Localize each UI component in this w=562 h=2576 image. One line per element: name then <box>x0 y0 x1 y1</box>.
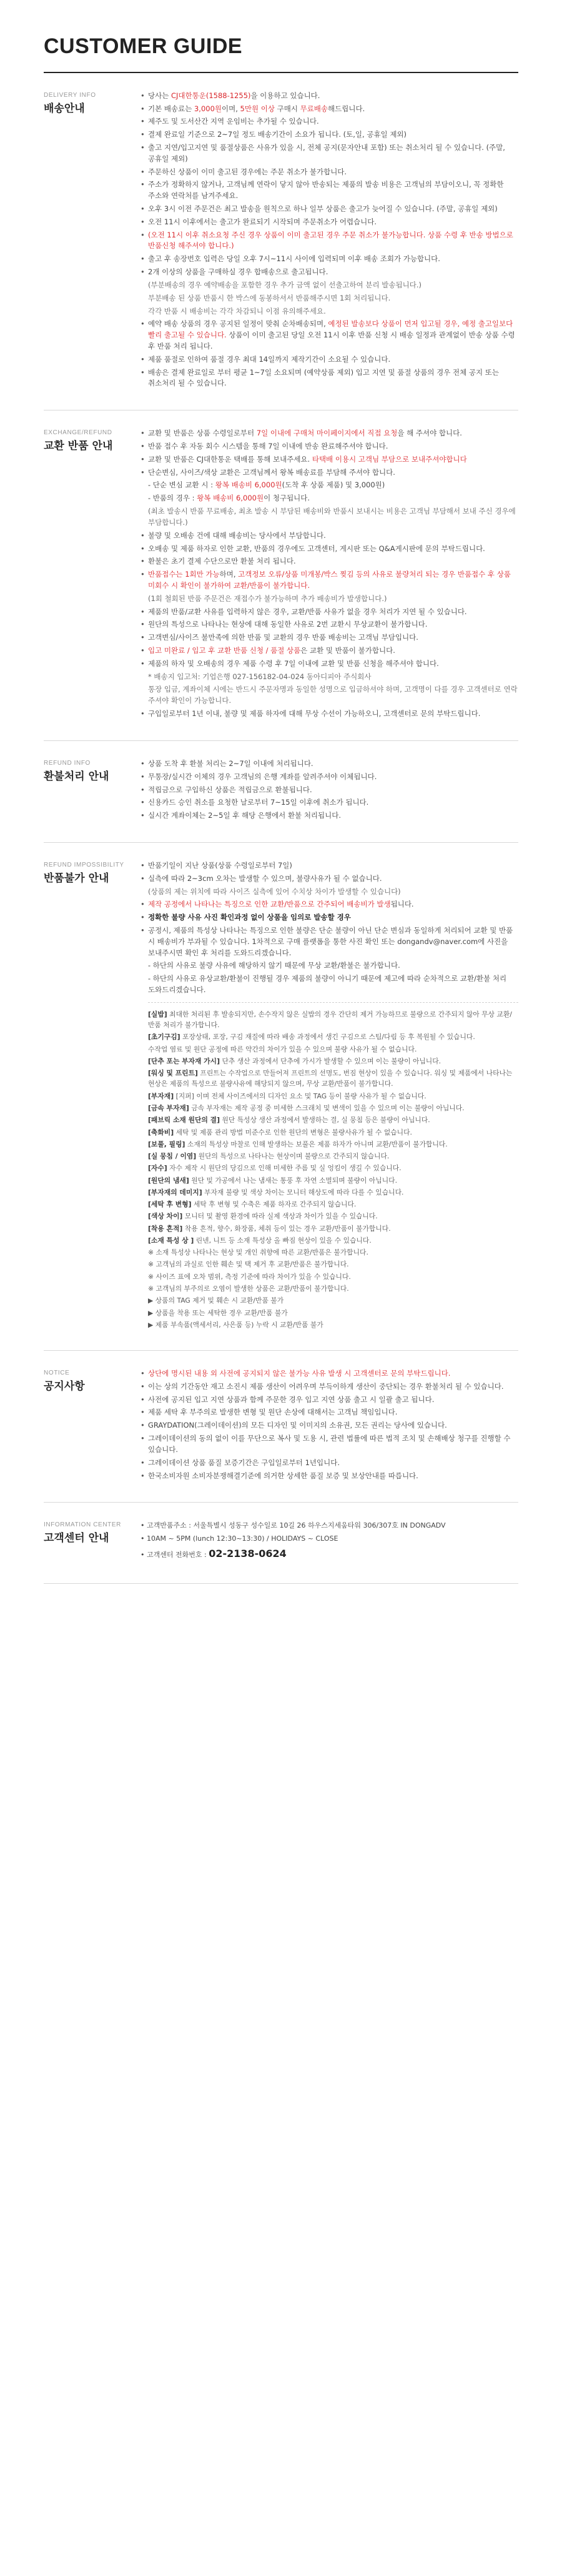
note-label: [부자재] <box>148 1092 174 1100</box>
note-label: [금속 부자재] <box>148 1104 189 1112</box>
list-item <box>140 556 518 567</box>
notice-list <box>140 1368 518 1481</box>
item-text: 2개 이상의 상품을 구매하실 경우 합배송으로 출고됩니다. <box>148 267 328 277</box>
item-subnote: * 배송지 입고처: 기업은행 027-156182-04-024 동아디피아 주식회사 <box>148 672 372 681</box>
refund-title-en: REFUND INFO <box>44 759 91 767</box>
note-label: [초기구김] <box>148 1033 180 1042</box>
item-highlight: 고객정보 오류/상품 미개봉/박스 찢김 등의 사유로 불량처리 되는 경우 반품접수 후 상품 미회수 시 확인이 불가하여 교환/반품이 불가합니다. <box>148 570 511 590</box>
item-detail: - 하단의 사유로 유상교환/환불이 진행될 경우 제품의 불량이 아니기 때문에 제고에 따라 순차적으로 교환/환불 처리 도와드리겠습니다. <box>148 974 507 995</box>
item-text: 적립금으로 구입하신 상품은 적립금으로 환불됩니다. <box>148 785 312 794</box>
note-line <box>148 1283 518 1294</box>
item-subnote: (최초 발송시 반품 무료배송, 최초 발송 시 부담된 배송비와 반품시 보내시는 비용은 고객님 부담해서 보내 주신 경우에 부담합니다.) <box>148 507 516 527</box>
list-item <box>140 772 518 783</box>
item-text: 결제 완료일 기준으로 2~7일 정도 배송기간이 소요가 됩니다. (토,일, 공휴일 제외) <box>148 130 407 139</box>
list-item <box>140 367 518 390</box>
note-line <box>148 1044 518 1055</box>
list-item <box>140 530 518 542</box>
note-text: 원단 특성상 생산 과정에서 발생하는 결, 실 뭉침 등은 불량이 아닙니다. <box>220 1116 430 1125</box>
item-text: 반품 접수 후 자동 회수 시스템을 통해 7일 이내에 반송 완료해주셔야 합니다. <box>148 442 388 450</box>
list-item <box>140 230 518 252</box>
contact-title-en: INFORMATION CENTER <box>44 1521 121 1529</box>
list-item <box>140 354 518 366</box>
item-text: 고객변심/사이즈 불만족에 의한 반품 및 교환의 경우 반품 배송비는 고객님 부담입니다. <box>148 633 418 642</box>
refund-section <box>44 741 518 843</box>
item-text: 사전에 공지된 입고 지연 상품과 함께 주문한 경우 입고 지연 상품 출고 시 일괄 출고 됩니다. <box>148 1395 435 1404</box>
list-item <box>140 659 518 670</box>
list-item <box>140 873 518 885</box>
item-text: 예약 배송 상품의 경우 공지된 일정이 맞춰 순차배송되며, <box>148 319 328 329</box>
item-text: 교환 및 반품은 CJ대한통운 택배를 통해 보내주세요. <box>148 454 312 464</box>
item-text: 이는 상의 기간동안 재고 소진시 제품 생산이 어려우며 부득이하게 생산이 중단되는 경우 환불처리 될 수 있습니다. <box>148 1381 504 1391</box>
note-line <box>148 1139 518 1150</box>
list-item <box>140 785 518 796</box>
item-text: 주문하신 상품이 이미 출고된 경우에는 주문 취소가 불가합니다. <box>148 167 347 176</box>
item-detail: - 반품의 경우 : <box>148 494 197 503</box>
note-text: 금속 부자재는 제작 공정 중 미세한 스크래치 및 변색이 있을 수 있으며 이는 불량이 아닙니다. <box>189 1104 465 1112</box>
impossible-title-ko: 반품불가 안내 <box>44 872 109 885</box>
item-highlight: 왕복 배송비 6,000원 <box>197 494 264 503</box>
item-highlight: 입고 미완료 / 입고 후 교환 반품 신청 / 품절 상품 <box>148 646 301 655</box>
list-item <box>140 569 518 592</box>
refund-title-ko: 환불처리 안내 <box>44 770 109 783</box>
list-item <box>140 480 518 491</box>
note-label: [패브릭 소재 원단의 결] <box>148 1116 220 1125</box>
note-line <box>148 1308 518 1318</box>
item-highlight: 반품접수는 1회만 가능 <box>148 570 220 579</box>
note-line <box>148 1320 518 1330</box>
note-text: 단추 생산 과정에서 단추에 가시가 발생할 수 있으며 이는 불량이 아닙니다. <box>220 1057 441 1065</box>
note-line <box>148 1187 518 1198</box>
item-text: 오후 3시 이전 주문건은 최고 발송을 원칙으로 하나 일부 상품은 출고가 늦어질 수 있습니다. (주말, 공휴일 제외) <box>148 204 498 213</box>
item-text: 제품의 반품/교환 사유를 입력하지 않은 경우, 교환/반품 사유가 없을 경우 처리가 지연 될 수 있습니다. <box>148 607 467 616</box>
item-text: 제품 세탁 후 부주의로 발생한 변형 및 원단 손상에 대해서는 고객님 책임입니다. <box>148 1408 398 1417</box>
delivery-title-en: DELIVERY INFO <box>44 91 96 99</box>
list-item <box>140 493 518 504</box>
list-item <box>140 267 518 278</box>
list-item <box>140 129 518 141</box>
list-item <box>140 1381 518 1393</box>
note-text: ▶ 제품 부속품(액세서리, 사은품 등) 누락 시 교환/반품 불가 <box>148 1320 323 1329</box>
list-item <box>140 142 518 165</box>
list-item <box>140 899 518 910</box>
list-item <box>140 1395 518 1406</box>
list-item <box>140 860 518 872</box>
item-text: 실측에 따라 2~3cm 오차는 발생할 수 있으며, 불량사유가 될 수 없습니다. <box>148 873 382 883</box>
item-subnote: (상품의 제는 위치에 따라 사이즈 실측에 있어 수치상 차이가 발생할 수 있습니다) <box>148 887 401 896</box>
list-item <box>140 632 518 644</box>
list-item <box>140 104 518 115</box>
list-item <box>140 645 518 657</box>
note-line <box>148 1127 518 1138</box>
item-text: 이 청구됩니다. <box>264 494 310 503</box>
impossible-section-head <box>44 860 140 1331</box>
item-subnote: 각각 반품 시 배송비는 각각 차감되니 이점 유의해주세요. <box>148 306 326 316</box>
refund-section-head <box>44 758 140 823</box>
item-text: 구입일로부터 1년 이내, 불량 및 제품 하자에 대해 무상 수선이 가능하오니, 고객센터로 문의 부탁드립니다. <box>148 709 481 719</box>
list-item <box>140 91 518 102</box>
impossible-list <box>140 860 518 996</box>
item-detail: - 단순 변심 교환 시 : <box>148 480 215 490</box>
exchange-title-en: EXCHANGE/REFUND <box>44 429 112 437</box>
note-text: 부자재 불량 및 색상 차이는 모니터 해상도에 따라 다를 수 있습니다. <box>202 1188 404 1196</box>
list-item <box>140 709 518 720</box>
list-item <box>140 441 518 452</box>
list-item <box>140 116 518 127</box>
item-text: 원단의 특성으로 나타나는 현상에 대해 동일한 사유로 2번 교환시 무상교환이 불가합니다. <box>148 620 428 629</box>
note-line <box>148 1163 518 1173</box>
note-line <box>148 1235 518 1246</box>
note-text: 착용 흔적, 향수, 화장품, 체취 등이 있는 경우 교환/반품이 불가합니다. <box>182 1224 391 1233</box>
note-text: 원단의 특성으로 나타나는 현상이며 불량으로 간주되지 않습니다. <box>196 1152 390 1161</box>
list-item <box>140 1420 518 1431</box>
item-text: 제주도 및 도서산간 지역 운임비는 추가될 수 있습니다. <box>148 117 319 126</box>
item-text: 구매시 <box>274 104 300 113</box>
note-text: 포장상태, 포장, 구김 재질에 따라 배송 과정에서 생긴 구김으로 스팀/다림 등 후 복원될 수 있습니다. <box>180 1033 475 1042</box>
note-line <box>148 1009 518 1031</box>
list-item <box>140 1433 518 1456</box>
note-line <box>148 1151 518 1161</box>
list-item <box>140 544 518 555</box>
impossible-body <box>140 860 518 1331</box>
note-label: [워싱 및 프린트] <box>148 1069 198 1078</box>
note-label: [실밥] <box>148 1010 167 1018</box>
item-text: 한국소비자원 소비자분쟁해결기준에 의거한 상세한 품질 보증 및 보상안내를 따릅니다. <box>148 1471 418 1480</box>
notice-title-ko: 공지사항 <box>44 1380 85 1393</box>
contact-title-ko: 고객센터 안내 <box>44 1532 109 1545</box>
note-line <box>148 1247 518 1258</box>
list-item <box>140 254 518 265</box>
notice-body <box>140 1368 518 1483</box>
delivery-list <box>140 91 518 390</box>
item-text: 당사는 <box>148 91 171 100</box>
item-text: 을 해 주셔야 합니다. <box>397 429 462 438</box>
list-item <box>140 1471 518 1482</box>
note-text: ※ 고객님의 부주의로 오염이 발생한 상품은 교환/반품이 불가합니다. <box>148 1284 349 1293</box>
item-text: 교환 및 반품은 상품 수령일로부터 <box>148 429 257 438</box>
exchange-section-head <box>44 428 140 722</box>
note-text: ▶ 상품을 착용 또는 세탁한 경우 교환/반품 불가 <box>148 1308 288 1317</box>
contact-phone-number[interactable]: 02-2138-0624 <box>209 1548 287 1560</box>
note-text: 자수 제작 시 원단의 당김으로 인해 미세한 주름 및 실 엉킴이 생길 수 있습니다. <box>167 1164 402 1173</box>
list-item <box>140 607 518 618</box>
item-highlight: 예정된 발송보다 상품이 먼저 입고될 경우, 예정 출고일보다 빨리 출고될 수 있습니다. <box>148 319 513 340</box>
list-item <box>140 467 518 479</box>
note-line <box>148 1271 518 1282</box>
item-text: 불량 및 오배송 건에 대해 배송비는 당사에서 부담합니다. <box>148 530 326 540</box>
contact-section-head <box>44 1520 140 1564</box>
note-text: 프린트는 수작업으로 만들어져 프린트의 선명도, 번짐 현상이 있을 수 있습니다. 워싱 및 제품에서 나타나는 현상은 제품의 특성으로 불량사유에 해당되지 않으며, 무상 교환/반품이 불가합니다. <box>148 1069 513 1088</box>
note-text: ▶ 상품의 TAG 제거 및 훼손 시 교환/반품 불가 <box>148 1296 284 1305</box>
item-text: 그레이데이션의 동의 없이 이를 무단으로 복사 및 도용 시, 관련 법률에 따른 법적 조치 및 손해배상 청구를 진행할 수 있습니다. <box>148 1434 511 1454</box>
item-text: (도착 후 상품 제품) 및 3,000원) <box>282 480 385 490</box>
page-title-accent: GUIDE <box>173 34 243 58</box>
item-text: 오배송 및 제품 하자로 인한 교환, 반품의 경우에도 고객센터, 게시판 또는 Q&A게시판에 문의 부탁드립니다. <box>148 544 485 553</box>
list-item <box>140 619 518 630</box>
note-text: [지퍼] 이며 전체 사이즈에서의 디자인 요소 및 TAG 등이 불량 사유가 될 수 없습니다. <box>174 1092 426 1100</box>
item-highlight: 왕복 배송비 6,000원 <box>215 480 282 490</box>
list-item <box>140 1458 518 1469</box>
note-label: [보풀, 필링] <box>148 1140 185 1148</box>
note-label: [색상 차이] <box>148 1212 183 1221</box>
impossible-section <box>44 843 518 1351</box>
note-text: 세탁 및 제품 관리 방법 미준수로 인한 원단의 변형은 불량사유가 될 수 없습니다. <box>174 1128 412 1136</box>
notice-section-head <box>44 1368 140 1483</box>
impossible-title-en: REFUND IMPOSSIBILITY <box>44 861 124 868</box>
exchange-title-ko: 교환 반품 안내 <box>44 440 113 453</box>
item-detail: - 하단의 사유로 불량 사유에 해당하지 않기 때문에 무상 교환/환불은 불가합니다. <box>148 961 400 970</box>
note-label: [원단의 냄새] <box>148 1176 189 1185</box>
exchange-section <box>44 410 518 741</box>
item-subnote: 부분배송 된 상품 반품시 한 박스에 동봉하셔서 반품해주시면 1회 처리됩니다. <box>148 293 391 302</box>
list-item <box>140 293 518 304</box>
item-text: 반품기일이 지난 상품(상품 수령일로부터 7일) <box>148 860 292 870</box>
delivery-title-ko: 배송안내 <box>44 102 85 115</box>
item-text: 신용카드 승인 취소를 요청한 날로부터 7~15일 이후에 취소가 됩니다. <box>148 798 369 807</box>
item-text: 오전 11시 이후에서는 출고가 완료되기 시작되며 주문취소가 어렵습니다. <box>148 217 377 226</box>
item-highlight: 5만원 이상 <box>240 104 275 113</box>
item-highlight: 타택배 이용시 고객님 부담으로 보내주셔야합니다 <box>312 454 467 464</box>
note-label: [소재 특성 상 ] <box>148 1236 194 1245</box>
note-line <box>148 1223 518 1234</box>
item-text: 이며, <box>222 104 240 113</box>
list-item <box>140 506 518 529</box>
note-label: [세탁 후 변형] <box>148 1200 192 1209</box>
item-text: 하며, <box>219 570 239 579</box>
contact-hours: • 10AM ~ 5PM (lunch 12:30~13:30) / HOLIDAYS ~ CLOSE <box>140 1534 338 1543</box>
list-item <box>140 428 518 439</box>
item-highlight: 제작 공정에서 나타나는 특징으로 인한 교환/반품으로 간주되어 배송비가 발생 <box>148 900 391 909</box>
note-line <box>148 1091 518 1102</box>
note-label: [실 뭉침 / 이염] <box>148 1152 197 1161</box>
item-text: 그레이데이션 상품 품질 보증기간은 구입일로부터 1년입니다. <box>148 1458 340 1467</box>
note-label: [자수] <box>148 1164 167 1173</box>
list-item <box>140 319 518 352</box>
impossible-notes <box>140 1009 518 1330</box>
item-text: 해드립니다. <box>328 104 365 113</box>
note-line <box>148 1103 518 1113</box>
item-text: 배송은 결제 완료일로 부터 평균 1~7일 소요되며 (예약상품 제외) 입고 지연 및 품절 상품의 경우 전체 공지 또는 취소처리 될 수 있습니다. <box>148 367 499 388</box>
delivery-body <box>140 91 518 392</box>
list-item <box>140 179 518 202</box>
item-subnote: 통장 입금, 계좌이체 시에는 반드시 주문자명과 동일한 성명으로 입금하셔야 하며, 고객명이 다를 경우 고객센터로 연락 주셔야 확인이 가능합니다. <box>148 685 518 705</box>
item-highlight: 7일 이내에 구매처 마이페이지에서 직접 요청 <box>256 429 398 438</box>
note-text: 원단 및 가공에서 나는 냄새는 통풍 후 자연 소멸되며 불량이 아닙니다. <box>189 1176 397 1185</box>
item-highlight: (오전 11시 이후 취소요청 주신 경우 상품이 이미 출고된 경우 주문 취소가 불가능합니다. 상품 수령 후 반송 방법으로 반품신청 해주셔야 합니다.) <box>148 230 513 251</box>
list-item <box>140 280 518 291</box>
note-label: [축화비] <box>148 1128 174 1136</box>
note-line <box>148 1259 518 1270</box>
contact-section <box>44 1503 518 1584</box>
item-text: 제품의 하자 및 오배송의 경우 제품 수령 후 7일 이내에 교환 및 반품 신청을 해주셔야 합니다. <box>148 659 439 668</box>
item-highlight: 3,000원 <box>194 104 222 113</box>
contact-phone-line <box>140 1546 518 1562</box>
list-item <box>140 594 518 605</box>
note-line <box>148 1115 518 1125</box>
item-text: 제품 품절로 인하여 품절 경우 최대 14일까지 제작기간이 소요될 수 있습니다. <box>148 354 391 364</box>
page-title-main: CUSTOMER <box>44 34 174 58</box>
note-line <box>148 1175 518 1186</box>
note-text: ※ 소재 특성상 나타나는 현상 및 개인 취향에 따른 교환/반품은 불가합니다. <box>148 1248 368 1257</box>
page-title <box>44 30 518 73</box>
note-text: 린넨, 니트 등 소재 특성상 올 빠짐 현상이 있을 수 있습니다. <box>194 1236 372 1245</box>
item-text: 을 이용하고 있습니다. <box>250 91 320 100</box>
notice-section <box>44 1351 518 1503</box>
list-item <box>140 973 518 996</box>
note-text: 세탁 후 변형 및 수축은 제품 하자로 간주되지 않습니다. <box>191 1200 357 1209</box>
item-text: 환불은 초기 결제 수단으로만 환불 처리 됩니다. <box>148 557 296 566</box>
list-item <box>140 167 518 178</box>
refund-body <box>140 758 518 823</box>
list-item <box>140 925 518 958</box>
item-text: 출고 후 송장번호 입력은 당일 오후 7시~11시 사이에 입력되며 이후 배송 조회가 가능합니다. <box>148 254 440 264</box>
note-line <box>148 1211 518 1221</box>
notice-title-en: NOTICE <box>44 1370 70 1377</box>
list-item <box>140 810 518 822</box>
exchange-body <box>140 428 518 722</box>
item-text: 상품 도착 후 환불 처리는 2~7일 이내에 처리됩니다. <box>148 758 313 768</box>
list-item <box>140 1368 518 1380</box>
list-item <box>140 797 518 808</box>
item-highlight: 무료배송 <box>300 104 328 113</box>
contact-address: • 고객반품주소 : 서울특별시 성동구 성수일로 10길 26 하우스지세움타워 306/307호 IN DONGADV <box>140 1521 446 1530</box>
list-item <box>140 672 518 683</box>
list-item <box>140 204 518 215</box>
note-line <box>148 1032 518 1042</box>
note-line <box>148 1295 518 1306</box>
list-item <box>140 306 518 317</box>
list-item <box>140 960 518 972</box>
item-text: 상품이 이미 출고된 당일 오전 11시 이후 반품 신청 시 배송 일정과 관계없이 반송 상품 수령 후 반품 처리 됩니다. <box>148 331 515 351</box>
delivery-section <box>44 73 518 411</box>
note-label: [단추 포는 부자재 가시] <box>148 1057 220 1065</box>
list-item <box>140 758 518 770</box>
list-item <box>140 684 518 707</box>
note-text: 소재의 특성상 마찰로 인해 발생하는 보풀은 제품 하자가 아니며 교환/반품이 불가합니다. <box>185 1140 448 1148</box>
list-item <box>140 887 518 898</box>
note-line <box>148 1199 518 1210</box>
refund-list <box>140 758 518 822</box>
item-bold: 정확한 불량 사유 사진 확인과정 없이 상품을 임의로 발송할 경우 <box>148 913 351 922</box>
note-text: 최대한 처리된 후 발송되지만, 손수작지 않은 실밥의 경우 간단히 제거 가능하므로 불량으로 간주되지 않아 무상 교환/반품 처리가 불가합니다. <box>148 1010 512 1030</box>
note-label: [부자재의 데미지] <box>148 1188 202 1196</box>
item-text: 실시간 계좌이체는 2~5일 후 해당 은행에서 환불 처리됩니다. <box>148 811 342 820</box>
note-text: ※ 고객님의 과실로 인한 훼손 및 택 제거 후 교환/반품은 불가합니다. <box>148 1260 349 1269</box>
item-highlight: 상단에 명시된 내용 외 사전에 공지되지 않은 불가능 사유 발생 시 고객센터로 문의 부탁드립니다. <box>148 1369 451 1378</box>
list-item <box>140 454 518 465</box>
contact-phone-label: • 고객센터 전화번호 : <box>140 1551 209 1559</box>
note-line <box>148 1056 518 1067</box>
delivery-section-head <box>44 91 140 392</box>
item-text: 출고 지연/입고지연 및 품절상품은 사유가 있을 시, 전체 공지(문자안내 포함) 또는 취소처리 될 수 있습니다. (주말, 공휴일 제외) <box>148 142 505 163</box>
list-item <box>140 912 518 923</box>
list-item <box>140 1407 518 1418</box>
note-line <box>148 1068 518 1090</box>
item-text: 은 교환 및 반품이 불가합니다. <box>300 646 395 655</box>
item-text: 공정시, 제품의 특성상 나타나는 특징으로 인한 불량은 단순 불량이 아닌 단순 변심과 동일하게 처리되어 교환 및 반품 시 배송비가 부과될 수 있습니다. 1차적으로 구매 플랫폼을 통한 사진 확인 또는 dongandv@naver.com에 사진을 보내주시면 확인 후 처리를 도와드리겠습니다. <box>148 926 513 957</box>
item-text: GRAYDATION(그레이데이션)의 모든 디자인 및 이미지의 소유권, 모든 권리는 당사에 있습니다. <box>148 1421 447 1430</box>
note-text: 수작업 염료 및 원단 공정에 따른 약간의 차이가 있을 수 있으며 불량 사유가 될 수 없습니다. <box>148 1045 417 1053</box>
impossible-divider <box>148 1002 518 1003</box>
item-text: 무통장/실시간 이체의 경우 고객님의 은행 계좌를 알려주셔야 이체됩니다. <box>148 772 377 781</box>
item-text: 단순변심, 사이즈/색상 교환은 고객님께서 왕복 배송료를 부담해 주셔야 합니다. <box>148 467 395 477</box>
exchange-list <box>140 428 518 720</box>
note-text: 모니터 및 촬영 환경에 따라 실제 색상과 차이가 있을 수 있습니다. <box>182 1212 378 1221</box>
contact-body <box>140 1520 518 1564</box>
item-highlight: CJ대한통운(1588-1255) <box>170 91 251 100</box>
item-subnote: (부분배송의 경우 예약배송을 포함한 경우 추가 금액 없이 선출고하여 분리 발송됩니다.) <box>148 280 422 289</box>
note-label: [착용 흔적] <box>148 1224 183 1233</box>
list-item <box>140 217 518 228</box>
note-text: ※ 사이즈 표에 오차 범위, 측정 기준에 따라 차이가 있을 수 있습니다. <box>148 1272 351 1281</box>
item-text: 주소가 정확하지 않거나, 고객님께 연락이 닿지 않아 반송되는 제품의 발송 비용은 고객님의 부담이오니, 꼭 정확한 주소와 연락처를 남겨주세요. <box>148 180 504 201</box>
item-text: 됩니다. <box>390 900 414 909</box>
item-subnote: (1회 철회된 반품 주문건은 재접수가 불가능하며 추가 배송비가 발생합니다.) <box>148 594 387 603</box>
item-text: 기본 배송료는 <box>148 104 194 113</box>
